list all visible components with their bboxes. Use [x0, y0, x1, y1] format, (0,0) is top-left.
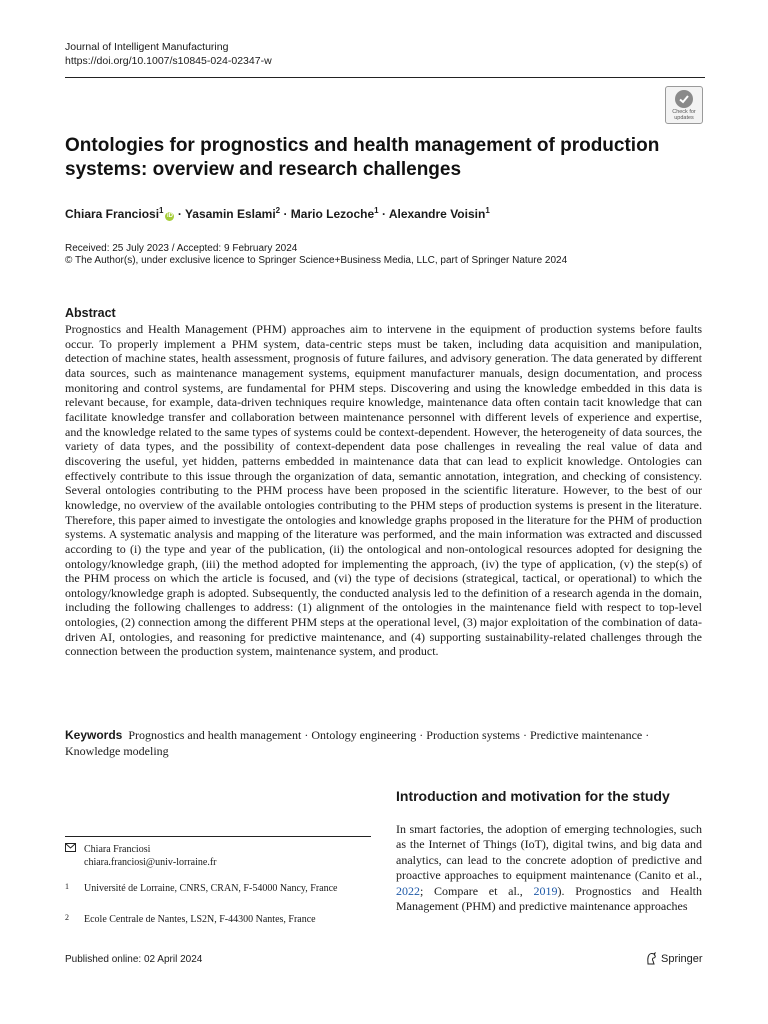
check-for-updates-label: Check for updates — [672, 109, 696, 121]
intro-text: ). Prognostics and Health Management (PHM) and predictive maintenance approaches — [396, 883, 703, 914]
journal-name: Journal of Intelligent Manufacturing — [65, 41, 229, 53]
footnote-divider — [65, 836, 371, 837]
published-online-date: Published online: 02 April 2024 — [65, 954, 203, 965]
keywords-label: Keywords — [65, 728, 123, 742]
author-name[interactable]: Chiara Franciosi — [65, 207, 160, 221]
affiliation-number: 2 — [65, 913, 69, 922]
affiliation-marker: 2 — [275, 206, 281, 215]
received-accepted-dates: Received: 25 July 2023 / Accepted: 9 February 2024 — [65, 243, 298, 254]
header-divider — [65, 77, 705, 78]
corresponding-author — [84, 843, 216, 869]
intro-paragraph — [396, 822, 702, 914]
citation-link[interactable]: 2019 — [533, 883, 558, 898]
affiliation-2: Ecole Centrale de Nantes, LS2N, F-44300 Nantes, France — [84, 914, 316, 925]
affiliation-marker: 1 — [485, 206, 490, 215]
orcid-icon[interactable]: iD — [166, 213, 173, 219]
abstract-text: Prognostics and Health Management (PHM) approaches aim to intervene in the equipment of production systems before faults occur. To properly implement a PHM system, data-centric steps must be taken, including data acquisition and manipulation, detection of machine states, health assessment, prognosis of future failures, and advisory generation. The data generated by different data sources, such as maintenance management systems, equipment manufacturer manuals, design documentation, and process monitoring and control systems, are fundamental for PHM steps. Discovering and using the knowledge embedded in this data is relevant because, for example, data-driven techniques require knowledge, maintenance data often contain tacit knowledge that can facilitate knowledge transfer and collaboration between maintenance personnel with different levels of experience and expertise, and the knowledge related to the same types of systems could be context-dependent. However, the heterogeneity of data sources, the variety of data types, and the possibility of context-dependent data pose challenges in revealing the real value of data and discovering the useful, yet hidden, patterns embedded in maintenance data that can lead to explicit knowledge. Ontologies can effectively contribute to this issue through the organization of data, semantic annotation, integration, and checking of consistency. Several ontologies contributing to the PHM process have been proposed in the scientific literature. However, to the best of our knowledge, no overview of the available ontologies contributing to the PHM steps of production systems is present in the literature. Therefore, this paper aimed to investigate the ontologies and knowledge graphs proposed in the literature for the PHM of production systems. A systematic analysis and mapping of the literature was performed, and the main information was extracted and discussed according to (i) the type and year of the publication, (ii) the ontological and non-ontological resources adopted for designing the ontology/knowledge graph, (iii) the method adopted for implementing the approach, (iv) the type of application, (v) the step(s) of the PHM process on which the article is focused, and (vi) the type of decisions (strategical, tactical, or operational) to which the ontology/knowledge graph is adopted. Subsequently, the conducted analysis led to the definition of a research agenda in the domain, including the following challenges to address: (1) alignment of the ontologies in the maintenance field with respect to top-level ontologies, (2) connection among the different PHM steps at the operational level, (3) major exploitation of the combination of data-driven AI, ontologies, and reasoning for predictive maintenance, and (4) supporting sustainability-related challenges through the connection between the production system, maintenance system, and product. — [65, 322, 702, 659]
keywords-block — [65, 727, 702, 759]
envelope-icon — [65, 843, 76, 856]
author-list: Chiara Franciosi$^1$iD · Yasamin Eslami$^2$ · Mario Lezoche$^1$ · Alexandre Voisin$^1$ — [65, 206, 490, 221]
author-name[interactable]: Mario Lezoche — [290, 207, 375, 221]
section-heading: Introduction and motivation for the study — [396, 788, 670, 804]
intro-text: In smart factories, the adoption of emerging technologies, such as the Internet of Things (IoT), digital twins, and big data and analytics, can lead to the concrete adoption of predictive and proactive approaches to equipment maintenance (Canito et al., — [396, 822, 702, 883]
abstract-heading: Abstract — [65, 306, 116, 320]
doi-link[interactable]: https://doi.org/10.1007/s10845-024-02347-w — [65, 55, 272, 67]
check-for-updates-icon — [675, 90, 693, 108]
article-title: Ontologies for prognostics and health management of production systems: overview and research challenges — [65, 135, 660, 180]
affiliation-marker: 1 — [159, 206, 164, 215]
citation-link[interactable]: 2022 — [396, 883, 420, 898]
affiliation-number: 1 — [65, 882, 69, 891]
corresponding-author-name: Chiara Franciosi — [84, 844, 151, 855]
publisher-name: Springer — [661, 952, 703, 965]
springer-horse-icon — [645, 952, 657, 965]
intro-text: ; Compare et al., — [420, 883, 534, 898]
keywords-text: Prognostics and health management · Ontology engineering · Production systems · Predictive maintenance · Knowledge modeling — [65, 728, 650, 758]
corresponding-author-email[interactable]: chiara.franciosi@univ-lorraine.fr — [84, 857, 217, 868]
affiliation-1: Université de Lorraine, CNRS, CRAN, F-54000 Nancy, France — [84, 883, 338, 894]
publisher-logo — [645, 952, 703, 965]
author-name[interactable]: Alexandre Voisin — [388, 207, 486, 221]
author-name[interactable]: Yasamin Eslami — [184, 207, 276, 221]
copyright-line: © The Author(s), under exclusive licence to Springer Science+Business Media, LLC, part of Springer Nature 2024 — [65, 255, 568, 266]
affiliation-marker: 1 — [374, 206, 379, 215]
check-for-updates-badge[interactable] — [665, 86, 703, 124]
